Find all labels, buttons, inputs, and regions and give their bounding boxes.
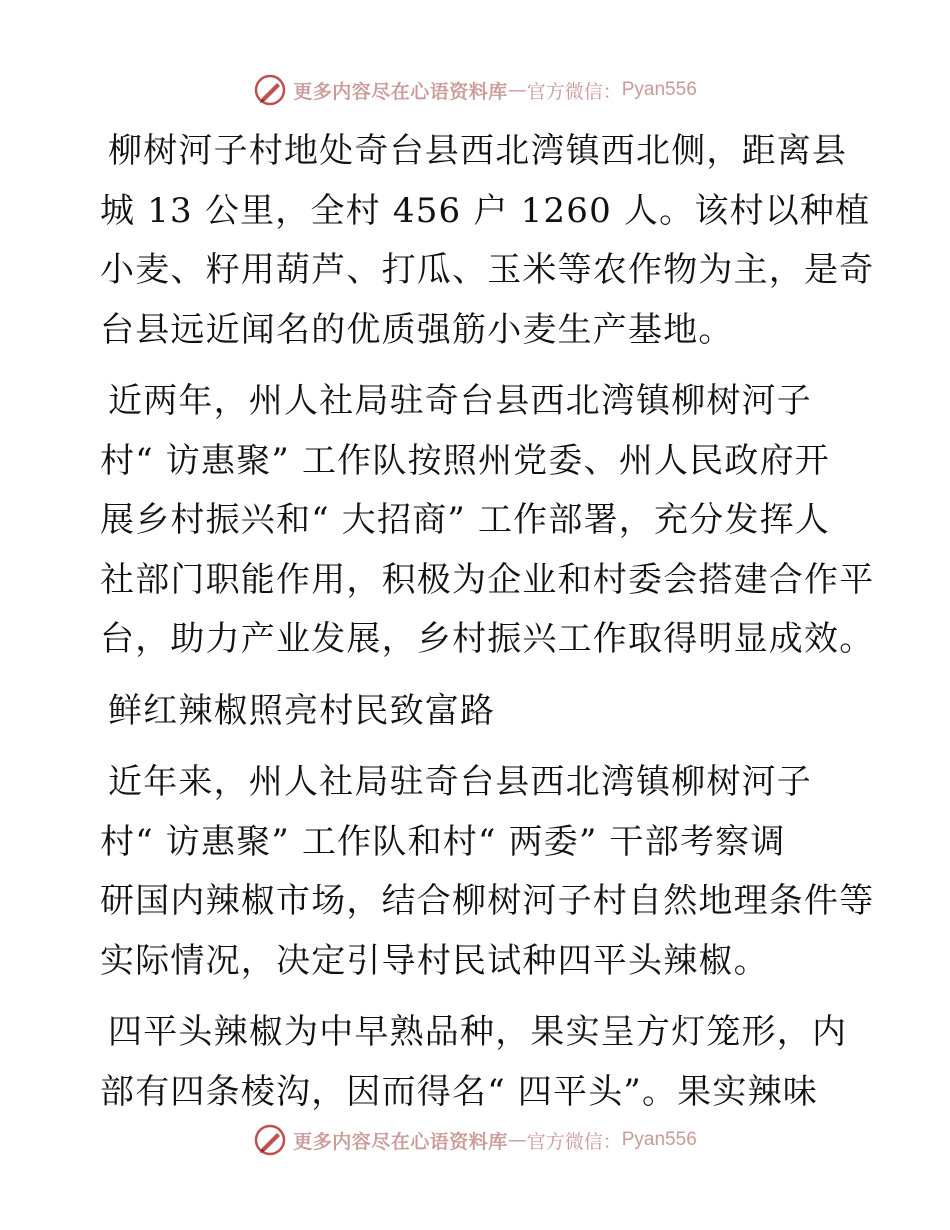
- pen-logo-icon: [253, 1123, 287, 1157]
- text-line: 村“ 访惠聚” 工作队和村“ 两委” 干部考察调: [100, 821, 786, 862]
- banner-separator: —: [507, 1129, 527, 1151]
- section-heading: 鲜红辣椒照亮村民致富路: [108, 690, 496, 731]
- text-line: 展乡村振兴和“ 大招商” 工作部署，充分发挥人: [100, 500, 830, 540]
- header-banner: [0, 70, 950, 110]
- text-line: 近年来，州人社局驻奇台县西北湾镇柳树河子: [108, 762, 812, 802]
- footer-banner: [0, 1120, 950, 1160]
- text-line: 四平头辣椒为中早熟品种，果实呈方灯笼形，内: [108, 1012, 848, 1052]
- text-line: 近两年，州人社局驻奇台县西北湾镇柳树河子: [108, 381, 812, 421]
- document-body: [100, 122, 875, 1134]
- text-line: 部有四条棱沟，因而得名“ 四平头”。果实辣味: [100, 1071, 818, 1112]
- paragraph-pepper-variety: [100, 1003, 848, 1122]
- text-line: 台，助力产业发展，乡村振兴工作取得明显成效。: [100, 619, 875, 659]
- banner-contact-label: 官方微信：: [526, 1130, 622, 1153]
- banner-contact-id: Pyan556: [621, 79, 697, 100]
- pen-logo-icon: [253, 73, 287, 107]
- text-line: 村“ 访惠聚” 工作队按照州党委、州人民政府开: [100, 440, 830, 481]
- banner-separator: —: [507, 79, 527, 101]
- banner-slogan: 更多内容尽在心语资料库: [293, 80, 508, 103]
- paragraph-market-research: [100, 753, 875, 991]
- banner-contact-id: Pyan556: [621, 1129, 697, 1150]
- text-line: 实际情况，决定引导村民试种四平头辣椒。: [100, 940, 769, 981]
- paragraph-work-team: [100, 372, 875, 670]
- text-line: 城 13 公里，全村 456 户 1260 人。该村以种植: [100, 190, 871, 231]
- text-line: 研国内辣椒市场，结合柳树河子村自然地理条件等: [100, 881, 875, 921]
- text-line: 柳树河子村地处奇台县西北湾镇西北侧，距离县: [108, 131, 848, 171]
- banner-contact-label: 官方微信：: [526, 80, 622, 103]
- text-line: 社部门职能作用，积极为企业和村委会搭建合作平: [100, 559, 875, 600]
- text-line: 小麦、籽用葫芦、打瓜、玉米等农作物为主，是奇: [100, 250, 875, 290]
- banner-slogan: 更多内容尽在心语资料库: [293, 1130, 508, 1153]
- paragraph-intro: [100, 122, 875, 360]
- text-line: 台县远近闻名的优质强筋小麦生产基地。: [100, 309, 734, 350]
